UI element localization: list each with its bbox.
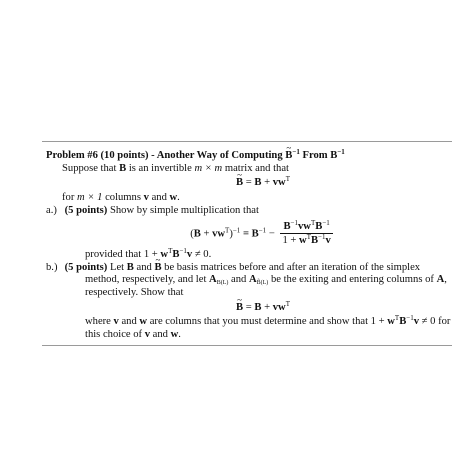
problem-header: Problem #6 (10 points) - Another Way of Computing ~ $B^{-1}$ From $B^{-1}$ [46,150,450,163]
fraction [279,218,333,247]
equation-part-b: ~ $B = B + vw^T$ [46,302,450,315]
part-b-line-2: method, respectively, and let $A_{B(L)}$ and $A_{B̃(L)}$ be the exiting and entering columns of A, [85,274,447,287]
part-b-line-3: respectively. Show that [85,286,184,298]
provided-text: provided that $1 + w^TB^{-1}v \ne 0$. [85,246,212,260]
fraction-denominator: $1 + w^TB^{-1}v$ [282,233,331,247]
top-rule [42,141,452,142]
equation-1: ~ $B = B + vw^T$ [46,177,450,190]
bottom-rule [42,345,452,346]
part-a-header: a.) (5 points) Show by simple multiplication that [46,204,259,216]
for-text: for m × 1 columns v and w. [62,192,180,204]
part-b-line-1: b.) (5 points) Let B and ~ B be basis matrices before and after an iteration of the simplex [46,262,450,275]
intro-text: Suppose that B is an invertible m × m matrix and that [62,162,289,174]
fraction-numerator: $B^{-1}vw^TB^{-1}$ [280,221,332,235]
equation-part-a: $(B + vw^T)^{-1} = B^{-1}$ − $\frac{B^{-1}vw^TB^{-1}}{1 + w^TB^{-1}v}$ [46,221,450,247]
problem-block [46,150,450,342]
part-b-line-5: this choice of v and w. [85,329,181,341]
part-b-line-4: where v and w are columns that you must determine and show that $1 + w^TB^{-1}v \ne 0$ for [85,314,451,328]
b-tilde: ~ B [285,150,292,163]
